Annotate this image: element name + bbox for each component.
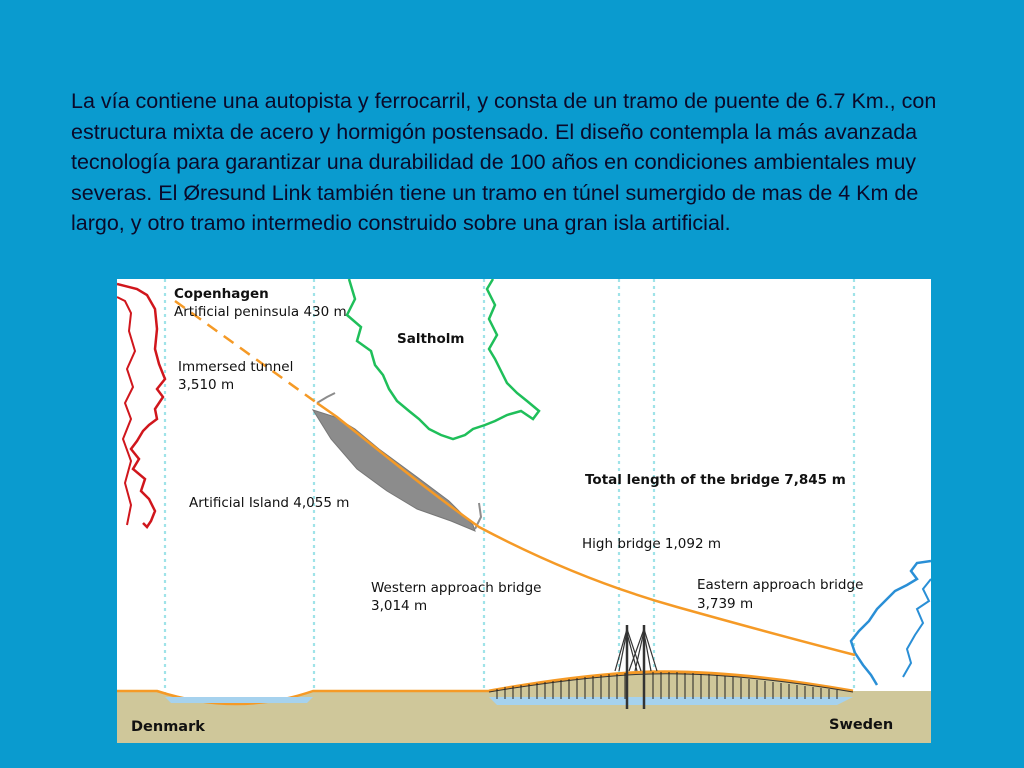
tunnel-length-label: 3,510 m bbox=[178, 377, 235, 393]
intro-paragraph: La vía contiene una autopista y ferrocarril, y consta de un tramo de puente de 6.7 Km., con estructura mixta de acero y hormigón postensado. El diseño contempla la más avanzada tecnología para garantizar una durabilidad de 100 años en condiciones ambientales muy severas. El Øresund Link también tiene un tramo en túnel sumergido de mas de 4 Km de largo, y otro tramo intermedio construido sobre una gran isla artificial. bbox=[71, 89, 937, 235]
western-bridge-title-label: Western approach bridge bbox=[371, 580, 542, 596]
sweden-label: Sweden bbox=[829, 717, 894, 733]
artificial-island bbox=[313, 410, 475, 531]
denmark-label: Denmark bbox=[131, 719, 205, 735]
tunnel-title-label: Immersed tunnel bbox=[178, 359, 294, 375]
bridge-route bbox=[317, 403, 855, 655]
peninsula-tip bbox=[317, 393, 335, 403]
western-bridge-length-label: 3,014 m bbox=[371, 598, 428, 614]
saltholm-label: Saltholm bbox=[397, 331, 465, 347]
diagram-canvas bbox=[117, 279, 931, 743]
denmark-coastline-inner bbox=[117, 297, 135, 525]
total-length-label: Total length of the bridge 7,845 m bbox=[585, 472, 846, 488]
peninsula-label: Artificial peninsula 430 m bbox=[174, 304, 347, 320]
eastern-bridge-title-label: Eastern approach bridge bbox=[697, 577, 864, 593]
artificial-island-label: Artificial Island 4,055 m bbox=[189, 495, 350, 511]
water-east bbox=[489, 697, 853, 705]
water-west bbox=[165, 697, 313, 703]
eastern-bridge-length-label: 3,739 m bbox=[697, 596, 754, 612]
sweden-coastline-inner bbox=[903, 579, 931, 677]
guide-lines bbox=[165, 279, 854, 704]
oresund-link-diagram bbox=[117, 279, 931, 743]
high-bridge-label: High bridge 1,092 m bbox=[582, 536, 722, 552]
denmark-coastline bbox=[117, 284, 165, 527]
saltholm-coastline bbox=[347, 279, 539, 439]
copenhagen-label: Copenhagen bbox=[174, 286, 269, 302]
